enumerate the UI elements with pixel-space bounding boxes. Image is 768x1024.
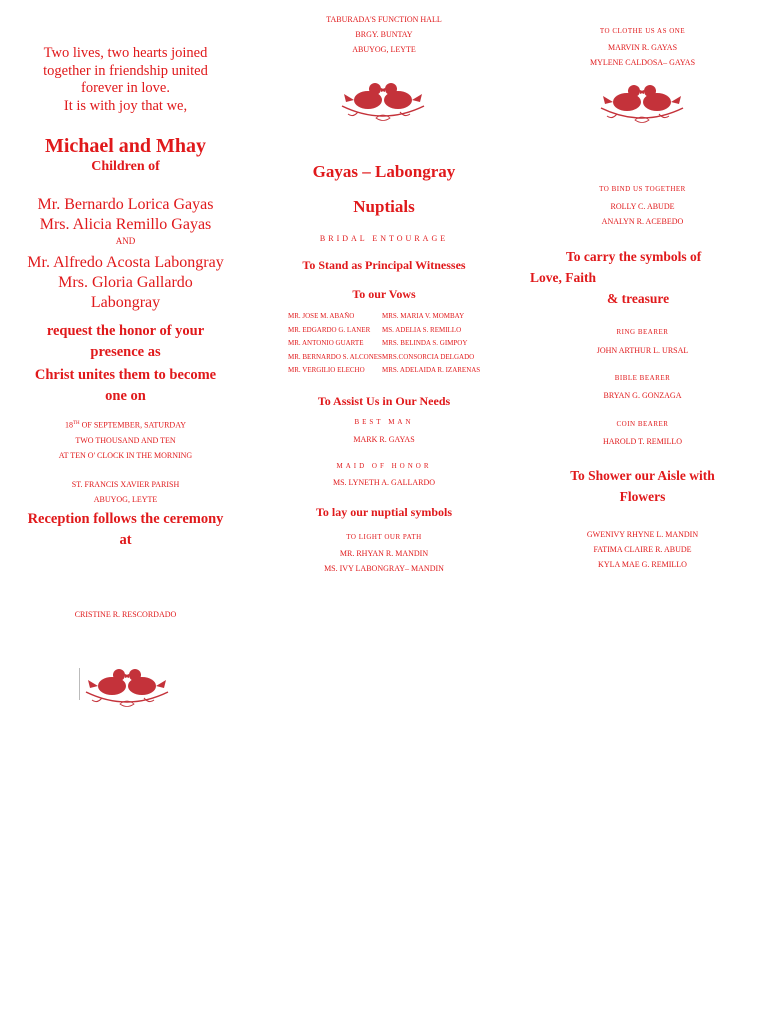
groom-parents	[8, 195, 243, 235]
flower-girl-name: GWENIVY RHYNE L. MANDIN	[586, 530, 699, 539]
date-suffix: TH	[72, 421, 80, 426]
sponsor-name: MRS. ADELAIDA R. IZARENAS	[382, 366, 481, 374]
clothe-sponsors	[520, 40, 765, 70]
date-rest: OF SEPTEMBER, SATURDAY	[79, 420, 187, 430]
assist-heading: To Assist Us in Our Needs	[317, 394, 451, 408]
request-line: presence as	[90, 344, 161, 360]
divider-line	[79, 668, 80, 700]
entourage-heading: BRIDAL ENTOURAGE	[319, 234, 449, 243]
venue-line: ABUYOG, LEYTE	[352, 45, 416, 54]
intro-text	[8, 45, 243, 115]
sponsor-name: MR. BERNARDO S. ALCONES	[288, 352, 382, 361]
nuptials-title: Gayas – Labongray	[312, 162, 456, 181]
venue	[268, 12, 500, 57]
ceremony-year: TWO THOUSAND AND TEN	[75, 435, 176, 445]
sponsor-name: MRS.CONSORCIA DELGADO	[382, 352, 475, 361]
sponsor-name: ANALYN R. ACEBEDO	[601, 217, 684, 226]
sponsor-name: MS. IVY LABONGRAY– MANDIN	[324, 564, 444, 573]
sponsor-name: MYLENE CALDOSA– GAYAS	[589, 58, 696, 67]
intro-line: It is with joy that we,	[63, 97, 188, 114]
carry-text	[520, 246, 765, 309]
sponsor-name: MR. RHYAN R. MANDIN	[339, 549, 429, 558]
lovebirds-icon	[338, 78, 428, 122]
venue-line: BRGY. BUNTAY	[355, 30, 413, 39]
sponsor-name: MS. ADELIA S. REMILLO	[382, 325, 462, 334]
sponsor-name: MR. ANTONIO GUARTE	[288, 339, 364, 347]
unites-line: one on	[105, 388, 146, 404]
intro-line: Two lives, two hearts joined	[43, 45, 208, 61]
sponsor-name: MRS. BELINDA S. GIMPOY	[382, 339, 468, 347]
lovebirds-icon	[597, 80, 687, 124]
coin-bearer: HAROLD T. REMILLO	[602, 437, 683, 446]
children-of: Children of	[91, 159, 160, 174]
ring-bearer: JOHN ARTHUR L. URSAL	[596, 346, 689, 355]
nuptials-subtitle: Nuptials	[353, 197, 415, 216]
sponsor-name: MARVIN R. GAYAS	[607, 43, 678, 52]
parent-name: Labongray	[90, 294, 161, 311]
bind-sponsors	[520, 199, 765, 229]
request-text	[8, 321, 243, 363]
sponsor-name: ROLLY C. ABUDE	[610, 202, 675, 211]
parent-name: Mr. Alfredo Acosta Labongray	[27, 254, 224, 271]
sponsor-name: MR. VERGILIO ELECHO	[288, 366, 365, 374]
reception-text	[8, 509, 243, 551]
lovebirds-icon	[82, 664, 172, 708]
signature: CRISTINE R. RESCORDADO	[74, 610, 177, 619]
couple-names: Michael and Mhay	[44, 135, 207, 157]
symbols-heading: To lay our nuptial symbols	[315, 505, 453, 519]
vows-heading: To our Vows	[352, 287, 416, 301]
principal-heading: To Stand as Principal Witnesses	[302, 258, 466, 272]
carry-line: & treasure	[607, 291, 670, 306]
shower-text	[520, 465, 765, 507]
church-place: ABUYOG, LEYTE	[93, 495, 158, 504]
carry-line: To carry the symbols of	[566, 249, 702, 264]
unites-text	[8, 365, 243, 407]
unites-line: Christ unites them to become	[34, 367, 217, 383]
light-label: TO LIGHT OUR PATH	[346, 533, 422, 541]
light-sponsors	[268, 546, 500, 576]
sponsor-name: MRS. MARIA V. MOMBAY	[382, 312, 465, 320]
shower-line: Flowers	[619, 489, 666, 504]
ring-label: RING BEARER	[616, 328, 669, 336]
venue-line: TABURADA'S FUNCTION HALL	[326, 15, 442, 24]
bind-label: TO BIND US TOGETHER	[599, 185, 686, 193]
maid-label: MAID OF HONOR	[336, 462, 432, 470]
bible-label: BIBLE BEARER	[614, 374, 671, 382]
bride-parents	[8, 253, 243, 313]
intro-line: forever in love.	[81, 80, 170, 96]
reception-line: at	[119, 532, 132, 548]
carry-line: Love, Faith	[530, 270, 596, 285]
ceremony-details	[8, 416, 243, 463]
flower-girls	[520, 527, 765, 572]
bible-bearer: BRYAN G. GONZAGA	[603, 391, 682, 400]
intro-line: together in friendship united	[43, 62, 208, 79]
reception-line: Reception follows the ceremony	[27, 511, 224, 527]
church-name: ST. FRANCIS XAVIER PARISH	[71, 480, 180, 489]
coin-label: COIN BEARER	[616, 420, 669, 428]
date-day: 18	[64, 420, 73, 430]
parent-name: Mrs. Alicia Remillo Gayas	[39, 216, 212, 233]
request-line: request the honor of your	[46, 323, 205, 339]
best-man: MARK R. GAYAS	[353, 435, 415, 444]
sponsor-name: MR. EDGARDO G. LANER	[288, 325, 371, 334]
parent-name: Mr. Bernardo Lorica Gayas	[37, 196, 214, 213]
sponsors-women	[382, 310, 480, 378]
parent-name: Mrs. Gloria Gallardo	[58, 274, 193, 291]
best-man-label: BEST MAN	[354, 418, 414, 426]
church-info	[8, 477, 243, 507]
clothe-label: TO CLOTHE US AS ONE	[599, 27, 686, 35]
and-label: AND	[115, 236, 136, 246]
flower-girl-name: KYLA MAE G. REMILLO	[598, 560, 687, 569]
sponsor-name: MR. JOSE M. ABAÑO	[288, 312, 355, 320]
shower-line: To Shower our Aisle with	[570, 468, 715, 483]
ceremony-time: AT TEN O' CLOCK IN THE MORNING	[58, 450, 193, 460]
flower-girl-name: FATIMA CLAIRE R. ABUDE	[593, 545, 692, 554]
sponsors-men	[288, 310, 382, 378]
ceremony-date	[8, 416, 243, 433]
maid-of-honor: MS. LYNETH A. GALLARDO	[332, 478, 436, 487]
